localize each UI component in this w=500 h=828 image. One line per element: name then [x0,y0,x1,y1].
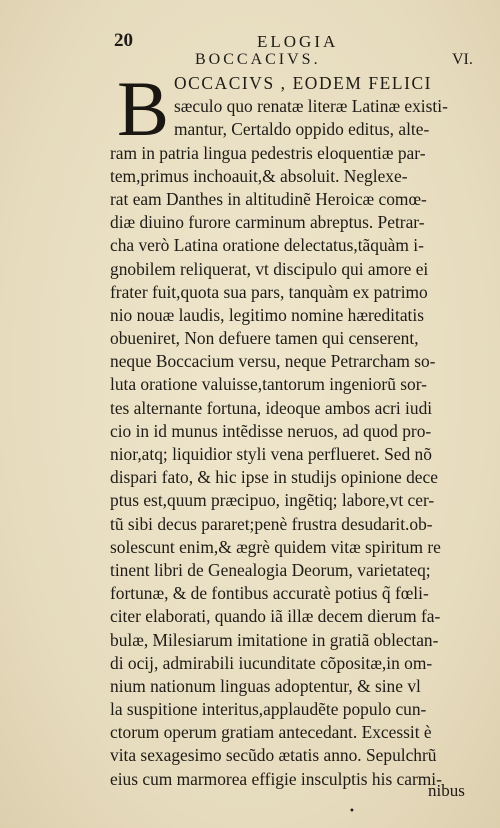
text-line: eius cum marmorea effigie insculptis his carmi- [110,768,442,789]
text-line: tinent libri de Genealogia Deorum, varietateq; [110,559,431,580]
page-number: 20 [114,30,133,51]
text-line: rat eam Danthes in altitudinẽ Heroicæ comœ- [110,188,427,209]
text-line: solescunt enim,& ægrè quidem vitæ spiritum re [110,536,441,557]
text-line: la suspitione interitus,applaudẽte populo cun- [110,699,427,720]
elogium-number: VI. [452,51,473,68]
text-line: OCCACIVS , EODEM FELICI [174,73,433,93]
text-line: ptus est,quum præcipuo, ingẽtiq; labore,vt cer- [110,490,435,511]
text-line: mantur, Certaldo oppido editus, alte- [174,119,430,140]
text-line: ram in patria lingua pedestris eloquentiæ par- [110,142,426,163]
text-line: tũ sibi decus pararet;penè frustra desudarit.ob- [110,513,433,534]
text-line: gnobilem reliquerat, vt discipulo qui amore ei [110,258,429,279]
printer-ornament: • [349,806,355,817]
text-line: nio nouæ laudis, legitimo nomine hæreditatis [110,304,424,325]
text-line: sæculo quo renatæ literæ Latinæ existi- [174,96,448,117]
text-line: ctorum operum gratiam antecedant. Excessit è [110,722,432,743]
text-line: neque Boccacium versu, neque Petrarcham so- [110,351,436,372]
text-line: frater fuit,quota sua pars, tanquàm ex patrimo [110,281,428,302]
text-line: dispari fato, & hic ipse in studijs opinione dece [110,467,438,488]
text-line: di ocij, admirabili iucunditate cõpositæ,in om- [110,652,433,673]
text-line: luta oratione valuisse,tantorum ingeniorũ sor- [110,374,427,395]
text-line: cio in id munus intẽdisse neruos, ad quod pro- [110,420,432,441]
text-line: bulæ, Milesiarum imitatione in gratiã oblectan- [110,629,439,650]
text-line: fortunæ, & de fontibus accuratè potius q̃ fœli- [110,583,429,604]
page-header [0,30,500,50]
catchword: nibus [428,781,465,800]
drop-cap-initial: B [116,65,170,152]
running-title: ELOGIA [257,32,339,51]
text-line: vita sexagesimo secũdo ætatis anno. Sepulchrũ [110,745,437,766]
text-line: diæ diuino furore carminum abreptus. Petrar- [110,212,425,233]
text-line: tem,primus inchoauit,& absoluit. Neglexe- [110,165,408,186]
text-line: nium nationum linguas adoptentur, & sine vl [110,675,421,696]
body-text [110,65,484,791]
text-line: citer elaborati, quando iã illæ decem dierum fa- [110,606,441,627]
text-line: nior,atq; liquidior styli vena perflueret. Sed nõ [110,444,432,464]
text-line: cha verò Latina oratione delectatus,tãquàm i- [110,235,424,256]
text-line: obueniret, Non defuere tamen qui censerent, [110,328,419,349]
text-line: tes alternante fortuna, ideoque ambos acri iudi [110,397,433,418]
section-heading: BOCCACIVS. [195,51,321,68]
